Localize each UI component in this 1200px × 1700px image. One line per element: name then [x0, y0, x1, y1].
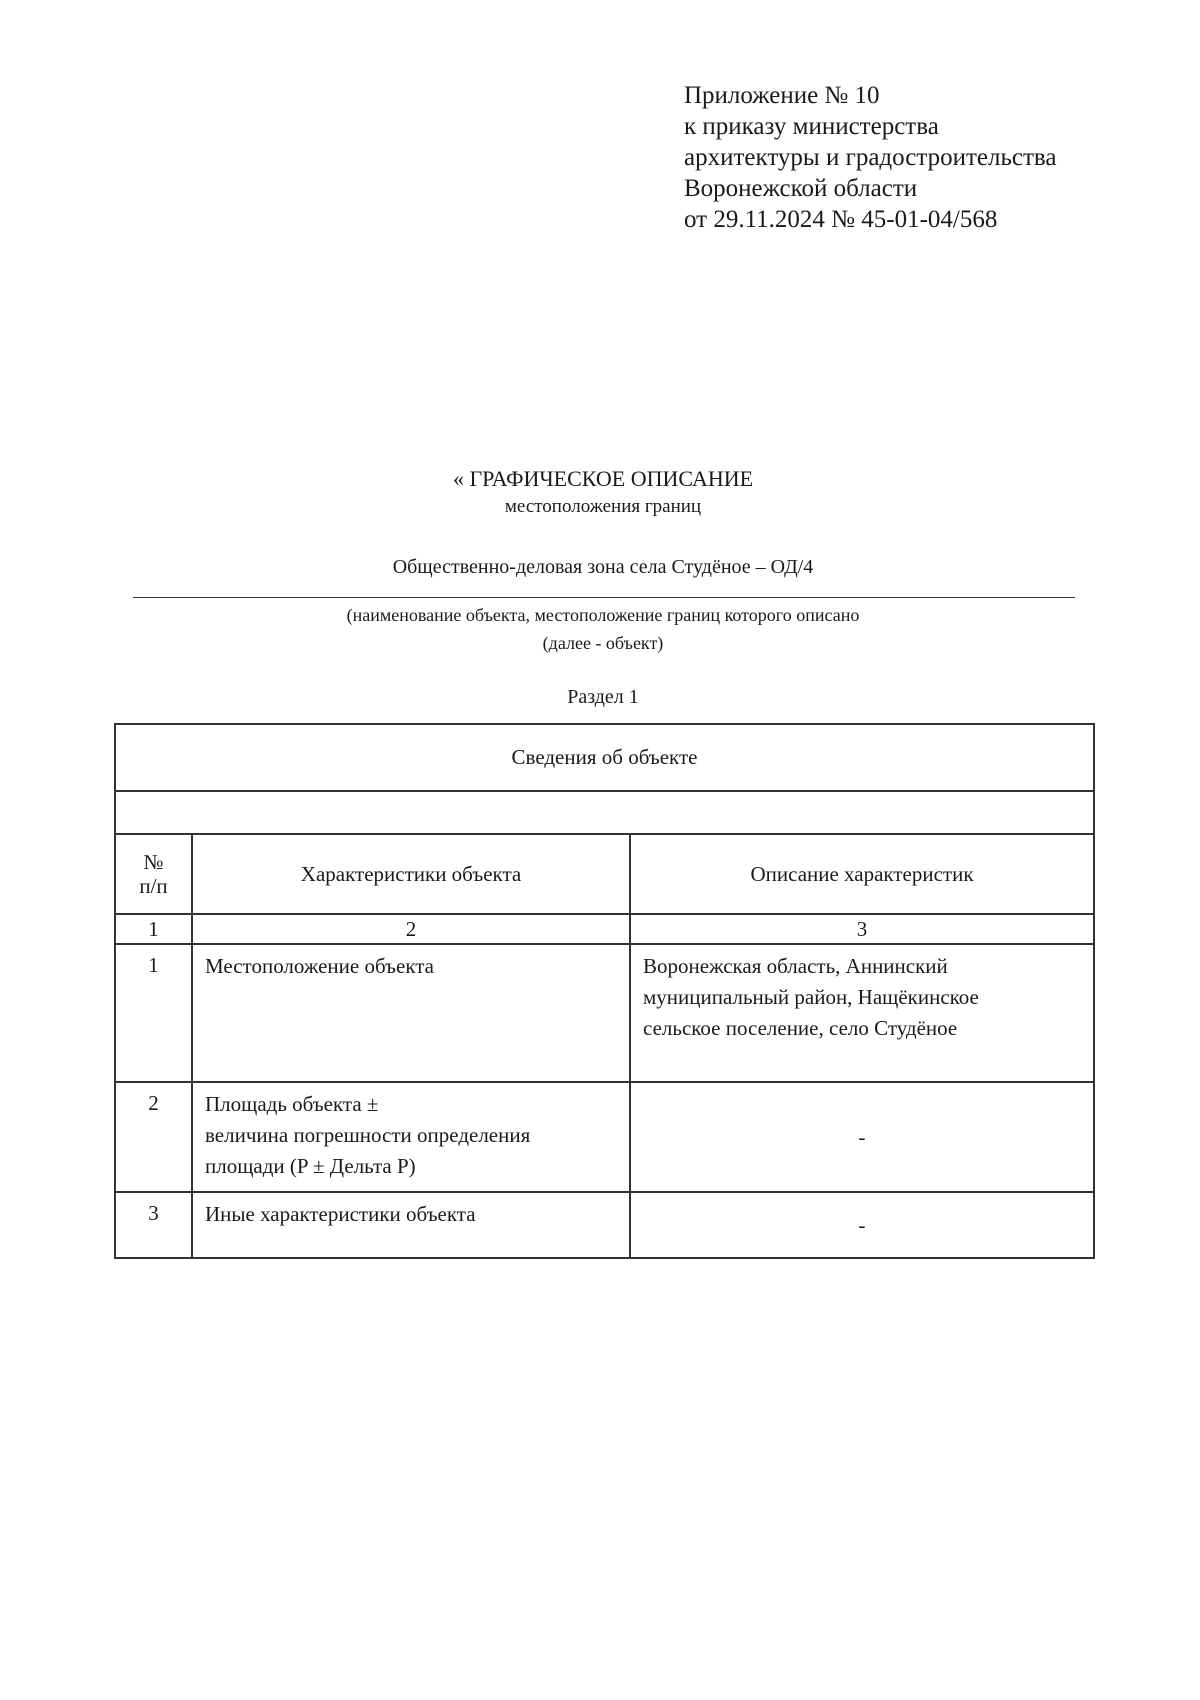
description-line: муниципальный район, Нащёкинское [643, 985, 979, 1009]
appendix-line: к приказу министерства [684, 113, 939, 140]
table-row [115, 1192, 1094, 1258]
section-title: Раздел 1 [567, 686, 639, 708]
characteristic-line: площади (P ± Дельта P) [205, 1154, 416, 1178]
row-num: 2 [115, 1082, 192, 1192]
table-row [115, 944, 1094, 1082]
appendix-line: от 29.11.2024 № 45-01-04/568 [684, 206, 998, 233]
row-num: 1 [115, 944, 192, 1082]
row-characteristic [192, 1192, 630, 1258]
index-cell: 3 [630, 914, 1094, 944]
row-description: - [630, 1082, 1094, 1192]
header-num-line: п/п [139, 874, 168, 898]
row-characteristic [192, 944, 630, 1082]
table-title: Сведения об объекте [115, 724, 1094, 791]
index-cell: 1 [115, 914, 192, 944]
object-name: Общественно-деловая зона села Студёное – ОД/4 [392, 556, 814, 578]
object-info-table [114, 723, 1095, 1259]
caption-line: (далее - объект) [542, 633, 664, 653]
caption-line: (наименование объекта, местоположение границ которого описано [346, 605, 860, 625]
description-line: сельское поселение, село Студёное [643, 1016, 958, 1040]
row-characteristic [192, 1082, 630, 1192]
description-line: Воронежская область, Аннинский [643, 954, 948, 978]
appendix-line: Воронежской области [684, 175, 918, 202]
characteristic-line: Иные характеристики объекта [205, 1202, 476, 1226]
header-num [115, 834, 192, 914]
object-caption [130, 601, 1076, 657]
appendix-line: Приложение № 10 [684, 82, 880, 109]
appendix-block [684, 80, 1056, 235]
blank-cell [115, 791, 1094, 834]
characteristic-line: Площадь объекта ± [205, 1092, 379, 1116]
header-num-line: № [143, 850, 164, 874]
table-title-row [115, 724, 1094, 791]
appendix-line: архитектуры и градостроительства [684, 144, 1057, 171]
header-characteristics: Характеристики объекта [192, 834, 630, 914]
characteristic-line: Местоположение объекта [205, 954, 435, 978]
index-cell: 2 [192, 914, 630, 944]
row-description [630, 944, 1094, 1082]
table-index-row [115, 914, 1094, 944]
table-row [115, 1082, 1094, 1192]
table-blank-row [115, 791, 1094, 834]
object-name-underline [133, 597, 1075, 598]
document-title: « ГРАФИЧЕСКОЕ ОПИСАНИЕ [452, 466, 754, 491]
table-header-row [115, 834, 1094, 914]
document-subtitle: местоположения границ [504, 496, 702, 517]
row-description: - [630, 1192, 1094, 1258]
header-description: Описание характеристик [630, 834, 1094, 914]
row-num: 3 [115, 1192, 192, 1258]
characteristic-line: величина погрешности определения [205, 1123, 531, 1147]
